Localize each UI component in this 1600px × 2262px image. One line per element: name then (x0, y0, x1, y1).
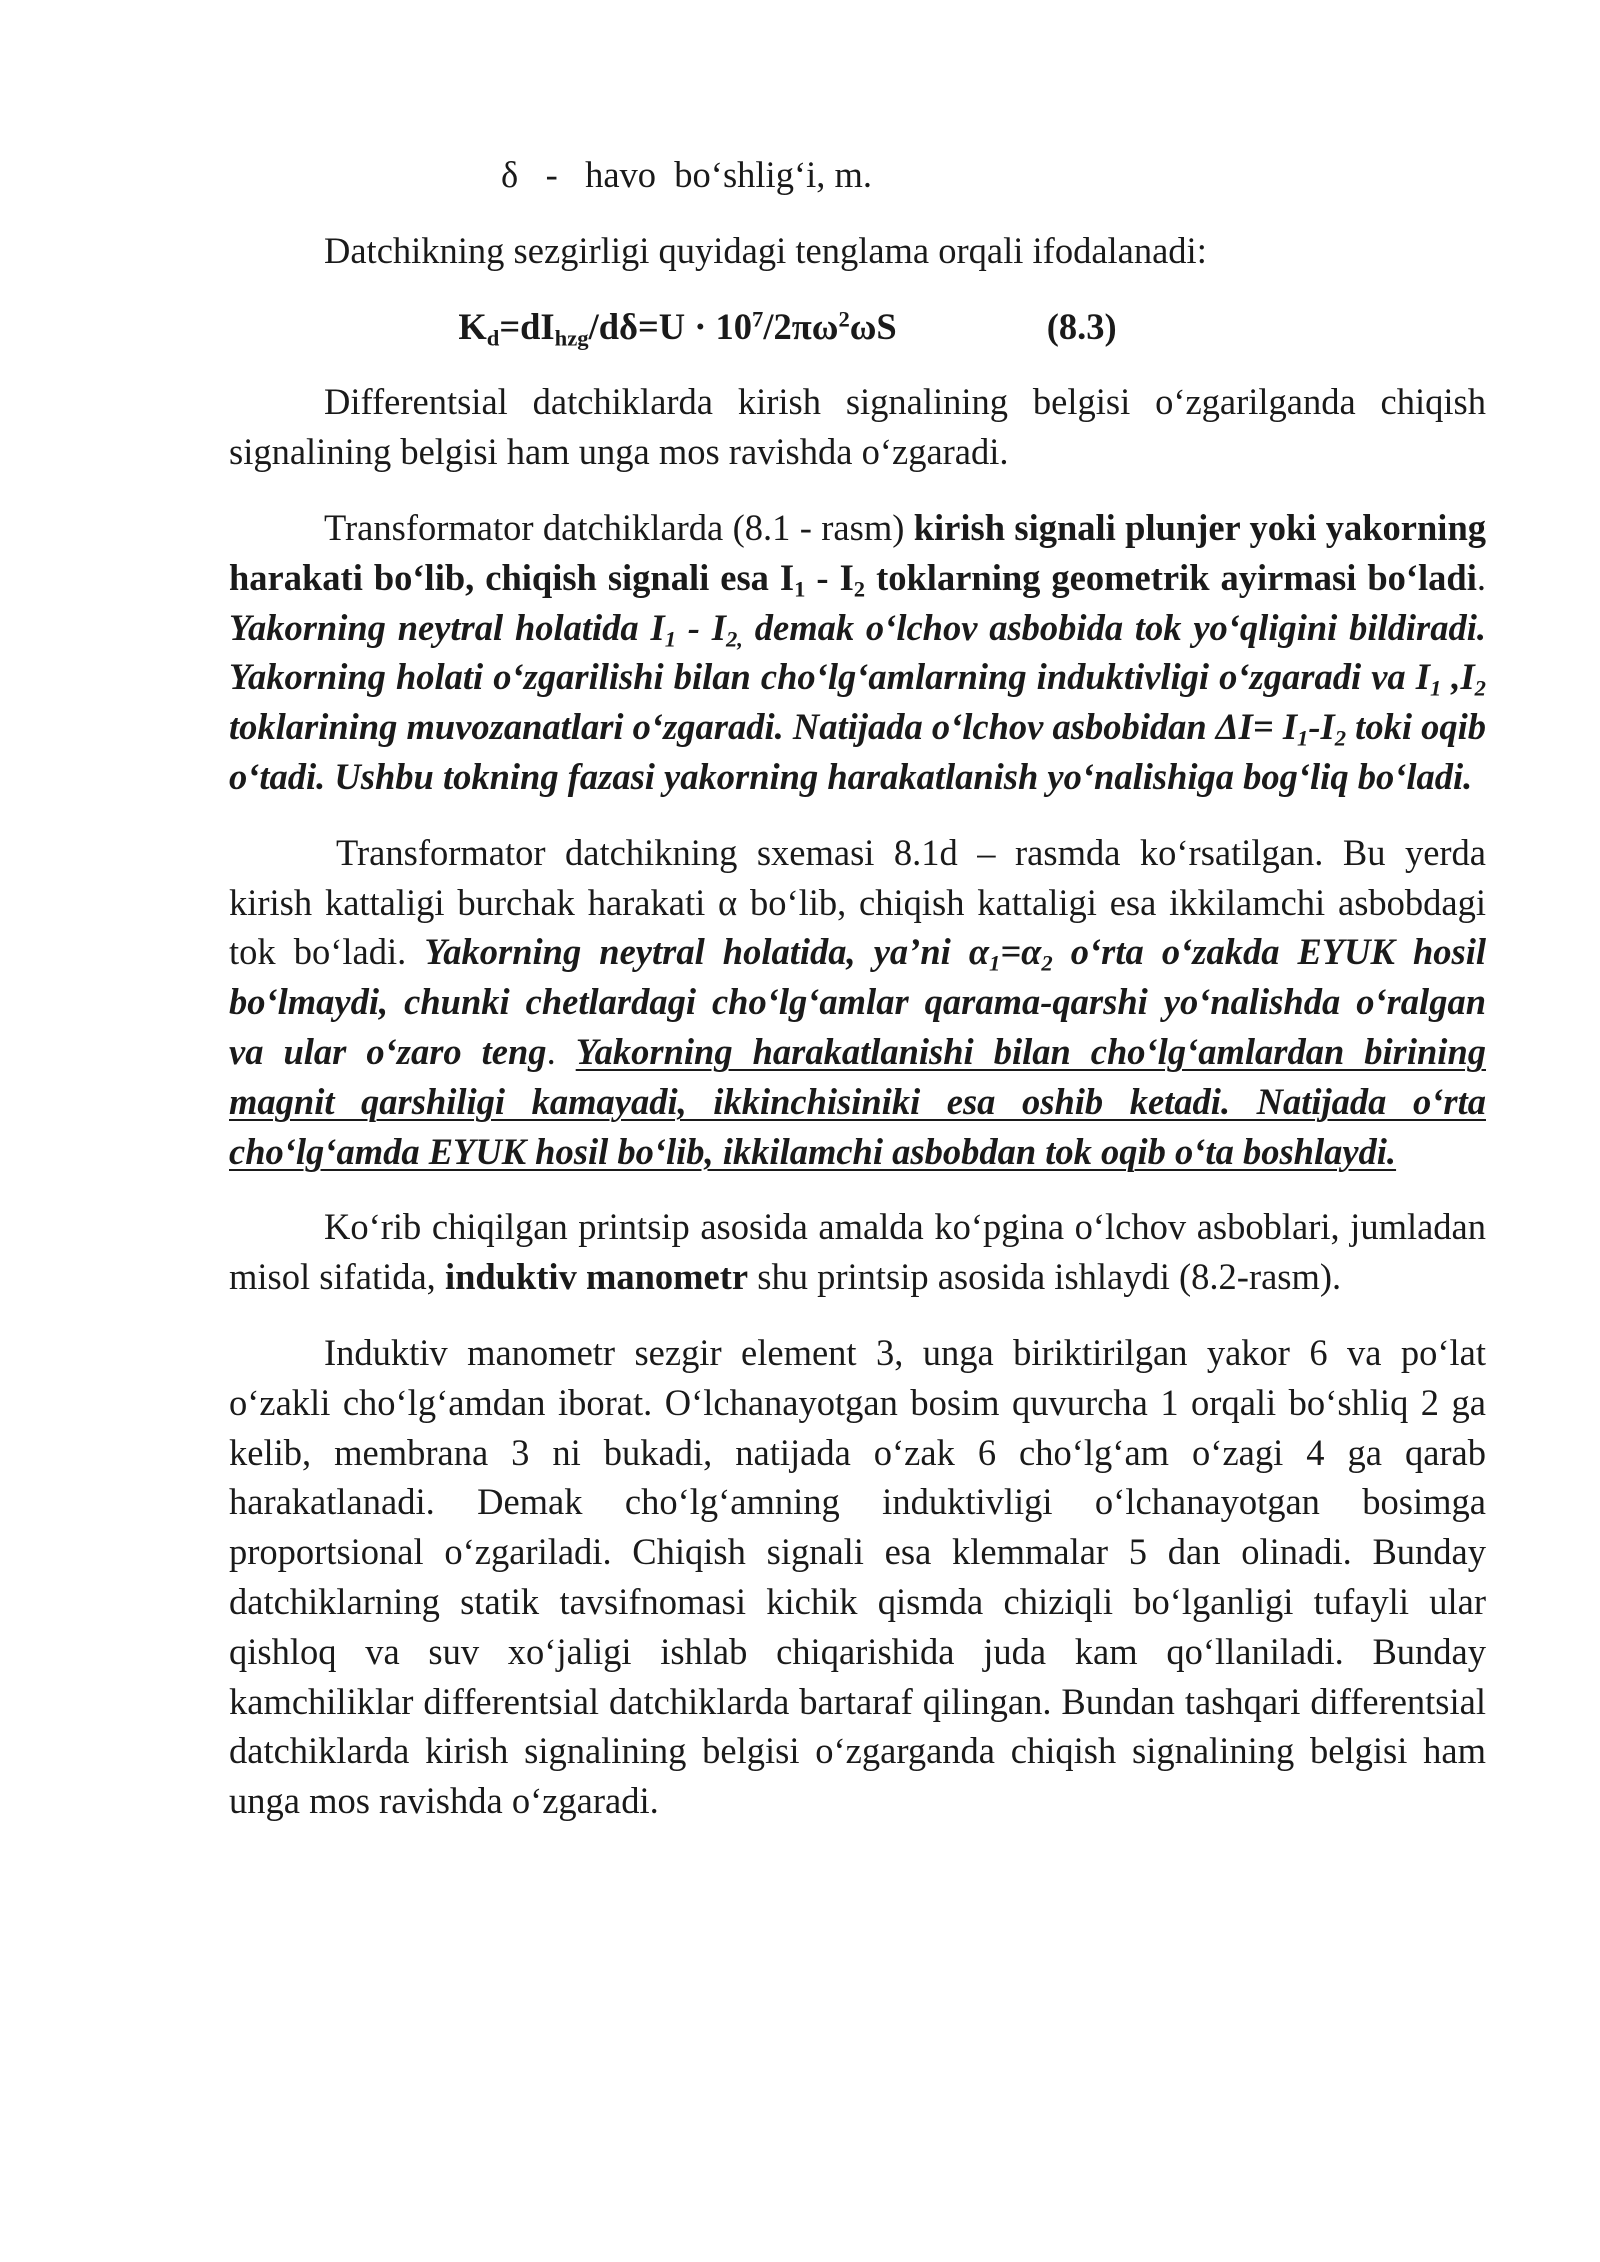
sensitivity-formula: $K_d=dI_{hzg}/d\delta=U \cdot 10^7/2\pi\omega^2\omega S$ (8.3) (229, 302, 1486, 352)
paragraph-scheme: Transformator datchikning sxemasi 8.1d – rasmda ko‘rsatilgan. Bu yerda kirish kattaligi burchak harakati α bo‘lib, chiqish kattaligi esa ikkilamchi asbobdagi tok bo‘ladi. Yakorning neytral holatida, ya’ni $\alpha_1=\alpha_2$ o‘rta o‘zakda EYUK hosil bo‘lmaydi, chunki chetlardagi cho‘lg‘amlar qarama-qarshi yo‘nalishda o‘ralgan va ular o‘zaro teng. Yakorning harakatlanishi bilan cho‘lg‘amlardan birining magnit qarshiligi kamayadi, ikkinchisiniki esa oshib ketadi. Natijada o‘rta cho‘lg‘amda EYUK hosil bo‘lib, ikkilamchi asbobdan tok oqib o‘ta boshlaydi. (229, 831, 1486, 1172)
paragraph-manometer-description: Induktiv manometr sezgir element 3, unga biriktirilgan yakor 6 va po‘lat o‘zakli cho‘lg‘amdan iborat. O‘lchanayotgan bosim quvurcha 1 orqali bo‘shliq 2 ga kelib, membrana 3 ni bukadi, natijada o‘zak 6 cho‘lg‘am o‘zagi 4 ga qarab harakatlanadi. Demak cho‘lg‘amning induktivligi o‘lchanayotgan bosimga proportsional o‘zgariladi. Chiqish signali esa klemmalar 5 dan olinadi. Bunday datchiklarning statik tavsifnomasi kichik qismda chiziqli bo‘lganligi tufayli ular qishloq va suv xo‘jaligi ishlab chiqarishida juda kam qo‘llaniladi. Bunday kamchiliklar differentsial datchiklarda bartaraf qilingan. Bundan tashqari differentsial datchiklarda kirish signalining belgisi o‘zgarganda chiqish signalining belgisi ham unga mos ravishda o‘zgaradi. (229, 1331, 1486, 1822)
paragraph-inductive-manometer: Ko‘rib chiqilgan printsip asosida amalda ko‘pgina o‘lchov asboblari, jumladan misol sifatida, induktiv manometr shu printsip asosida ishlaydi (8.2-rasm). (229, 1206, 1486, 1298)
paragraph-differential: Differentsial datchiklarda kirish signalining belgisi o‘zgarilganda chiqish signalining belgisi ham unga mos ravishda o‘zgaradi. (229, 381, 1486, 473)
equation-number: (8.3) (1046, 305, 1117, 347)
formula-intro: Datchikning sezgirligi quyidagi tenglama orqali ifodalanadi: (324, 229, 1207, 271)
variable-definition-line: δ - havo bo‘shlig‘i, m. (501, 154, 873, 195)
paragraph-transformer: Transformator datchiklarda (8.1 - rasm) kirish signali plunjer yoki yakorning harakati bo‘lib, chiqish signali esa $I_1 - I_2$ toklarning geometrik ayirmasi bo‘ladi. Yakorning neytral holatida $I_1 - I_{2,}$ demak o‘lchov asbobida tok yo‘qligini bildiradi. Yakorning holati o‘zgarilishi bilan cho‘lg‘amlarning induktivligi o‘zgaradi va $I_1$ $,I_2$ toklarining muvozanatlari o‘zgaradi. Natijada o‘lchov asbobidan $\Delta I= I_1-I_2$ toki oqib o‘tadi. Ushbu tokning fazasi yakorning harakatlanish yo‘nalishiga bog‘liq bo‘ladi. (229, 506, 1487, 797)
page-content (229, 150, 1486, 1826)
underlined-emphasis: Yakorning harakatlanishi bilan cho‘lg‘amlardan birining magnit qarshiligi kamayadi, ikkinchisiniki esa oshib ketadi. Natijada o‘rta cho‘lg‘amda EYUK hosil bo‘lib, ikkilamchi asbobdan tok oqib o‘ta boshlaydi. (229, 1030, 1486, 1172)
